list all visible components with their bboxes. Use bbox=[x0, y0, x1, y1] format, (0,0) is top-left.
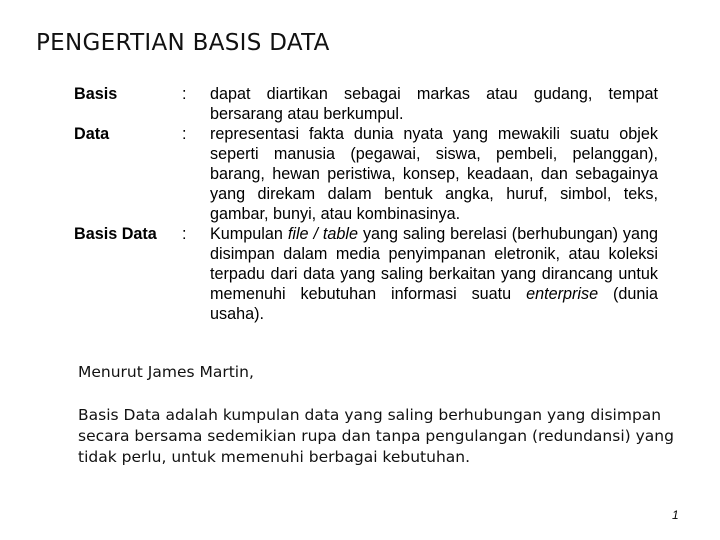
definition-text: (dunia usaha). bbox=[210, 285, 659, 323]
slide-title: PENGERTIAN BASIS DATA bbox=[36, 30, 330, 56]
page-number: 1 bbox=[672, 508, 679, 522]
definition-italic-term: enterprise bbox=[526, 285, 599, 303]
definition-row-data bbox=[74, 124, 658, 224]
term-data: Data bbox=[74, 125, 110, 143]
term-basis-data: Basis Data bbox=[74, 225, 157, 243]
intro-line bbox=[78, 363, 254, 381]
term-basis: Basis bbox=[74, 85, 118, 103]
colon-separator: : bbox=[182, 125, 187, 143]
colon-separator: : bbox=[182, 225, 187, 243]
definition-text: yang saling berelasi (berhubungan) yang disimpan dalam media penyimpanan eletronik, atau koleksi terpadu dari data yang saling berkaitan yang dirancang untuk memenuhi kebutuhan informasi suatu bbox=[210, 225, 659, 303]
definition-basis-data bbox=[210, 224, 658, 324]
definition-basis: dapat diartikan sebagai markas atau gudang, tempat bersarang atau berkumpul. bbox=[210, 85, 658, 123]
intro-name: James Martin, bbox=[147, 363, 254, 381]
definition-data: representasi fakta dunia nyata yang mewakili suatu objek seperti manusia (pegawai, siswa, pembeli, pelanggan), barang, hewan peristiwa, konsep, keadaan, dan sebagainya yang direkam dalam bentuk angka, huruf, simbol, teks, gambar, bunyi, atau kombinasinya. bbox=[210, 125, 658, 223]
definition-row-basis-data bbox=[74, 224, 658, 324]
definition-row-basis bbox=[74, 84, 658, 124]
body-paragraph: Basis Data adalah kumpulan data yang saling berhubungan yang disimpan secara bersama sedemikian rupa dan tanpa pengulangan (redundansi) yang tidak perlu, untuk memenuhi berbagai kebutuhan. bbox=[78, 406, 674, 466]
colon-separator: : bbox=[182, 85, 187, 103]
definition-text: Kumpulan bbox=[210, 225, 283, 243]
definition-italic-term: file / table bbox=[287, 225, 358, 243]
intro-prefix: Menurut bbox=[78, 363, 143, 381]
definition-table bbox=[74, 84, 658, 324]
